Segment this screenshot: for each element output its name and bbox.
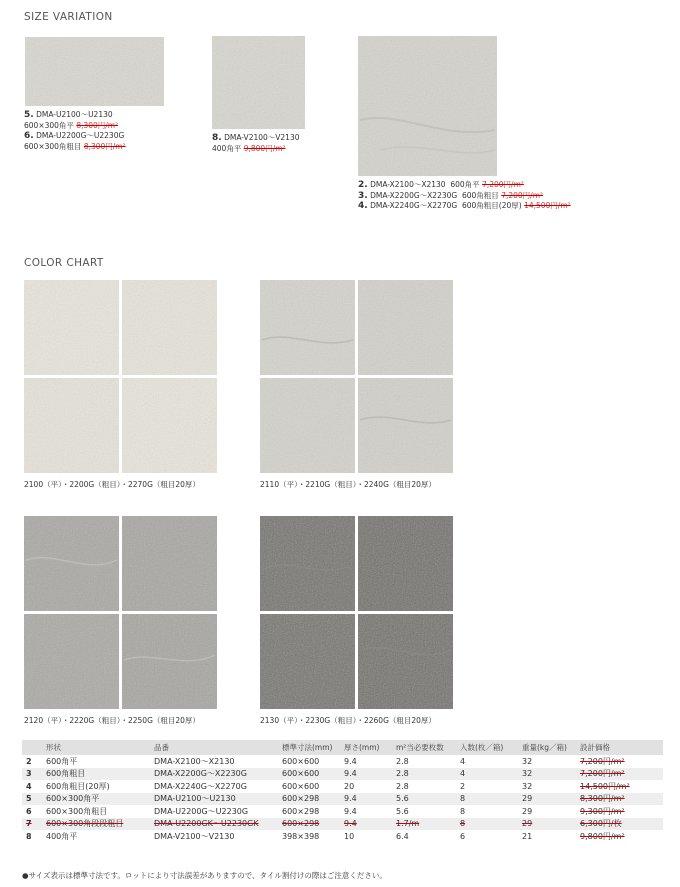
cell-price: 14,500円/m² [580, 781, 630, 791]
cell-price: 8,300円/m² [576, 793, 663, 806]
tile-400 [212, 36, 305, 129]
cell-thick: 9.4 [344, 756, 357, 766]
cell-per-m2: 1.7/m [392, 818, 456, 831]
swatch-2120-tile-4 [122, 614, 217, 709]
cell-weight: 29 [518, 793, 576, 806]
cell-code: DMA-X2200G～X2230G [150, 768, 278, 781]
cell-no: 3 [22, 768, 42, 781]
swatch-2130-tile-3 [260, 614, 355, 709]
swatch-2110-tile-3 [260, 378, 355, 473]
table-row [22, 780, 663, 793]
table-row [22, 768, 663, 781]
cell-price: 6,300円/枚 [576, 818, 663, 831]
spec-table [22, 740, 663, 843]
cell-price: 7,200円/m² [576, 768, 663, 781]
cell-per-m2: 2.8 [392, 768, 456, 781]
cell-qty: 8 [460, 806, 466, 816]
cell-size: 398×398 [282, 831, 320, 841]
cell-thick: 9.4 [340, 818, 392, 831]
cell-size: 600×298 [278, 818, 340, 831]
swatch-2130-tile-4 [358, 614, 453, 709]
cell-per-m2: 6.4 [396, 831, 409, 841]
table-row [22, 818, 663, 831]
cell-qty: 6 [460, 831, 466, 841]
cell-thick: 20 [344, 781, 355, 791]
cell-code: DMA-U2200G～U2230G [154, 806, 249, 816]
cell-weight: 21 [522, 831, 533, 841]
size-caption-600: 2. DMA-X2100～X2130 600角平 7,200円/m² 3. DMA-X2200G～X2230G 600角粗目 7,200円/m² 4. DMA-X2240G～X2270G 600角粗目(20厚) 14,500円/m² [358, 180, 571, 211]
cell-code: DMA-U2200GK～U2230GK [150, 818, 278, 831]
size-variation-heading: SIZE VARIATION [24, 11, 113, 23]
cell-size: 600×600 [282, 756, 320, 766]
cell-thick: 9.4 [344, 806, 357, 816]
swatch-2120-tile-3 [24, 614, 119, 709]
swatch-caption-2110: 2110（平）・2210G（粗目）・2240G（粗目20厚） [260, 480, 436, 489]
col-qty: 入数(枚／箱) [456, 740, 518, 755]
swatch-2120-tile-2 [122, 516, 217, 611]
cell-qty: 8 [456, 818, 518, 831]
col-price: 設計価格 [576, 740, 663, 755]
cell-per-m2: 2.8 [396, 756, 409, 766]
cell-size: 600×600 [282, 781, 320, 791]
cell-per-m2: 5.6 [392, 793, 456, 806]
cell-qty: 4 [460, 756, 466, 766]
cell-weight: 32 [522, 781, 533, 791]
cell-code: DMA-X2100～X2130 [154, 756, 235, 766]
swatch-2130-tile-1 [260, 516, 355, 611]
cell-code: DMA-U2100～U2130 [150, 793, 278, 806]
cell-per-m2: 5.6 [396, 806, 409, 816]
cell-shape: 600×300角粗目 [46, 806, 108, 816]
cell-shape: 600角粗目(20厚) [46, 781, 110, 791]
spec-table-header [22, 740, 663, 755]
cell-size: 600×298 [282, 806, 320, 816]
swatch-2130-tile-2 [358, 516, 453, 611]
cell-weight: 29 [518, 818, 576, 831]
swatch-caption-2120: 2120（平）・2220G（粗目）・2250G（粗目20厚） [24, 716, 200, 725]
swatch-caption-2130: 2130（平）・2230G（粗目）・2260G（粗目20厚） [260, 716, 436, 725]
footnote: ●サイズ表示は標準寸法です。ロットにより寸法誤差がありますので、タイル割付けの際はご注意ください。 [22, 871, 387, 880]
tile-600x300 [25, 37, 164, 106]
cell-shape: 600角粗目 [42, 768, 150, 781]
cell-qty: 2 [460, 781, 466, 791]
col-code: 品番 [150, 740, 278, 755]
swatch-2110-tile-2 [358, 280, 453, 375]
cell-price: 7,200円/m² [580, 756, 625, 766]
cell-price: 9,800円/m² [580, 831, 625, 841]
cell-thick: 9.4 [340, 793, 392, 806]
cell-weight: 29 [522, 806, 533, 816]
col-shape: 形状 [42, 740, 150, 755]
cell-shape: 600角平 [46, 756, 78, 766]
cell-code: DMA-X2240G～X2270G [154, 781, 247, 791]
swatch-2100-tile-4 [122, 378, 217, 473]
swatch-2110-tile-1 [260, 280, 355, 375]
cell-thick: 10 [344, 831, 355, 841]
swatch-caption-2100: 2100（平）・2200G（粗目）・2270G（粗目20厚） [24, 480, 200, 489]
cell-shape: 600×300角段段粗目 [42, 818, 150, 831]
table-row [22, 830, 663, 843]
col-thickness: 厚さ(mm) [340, 740, 392, 755]
swatch-2100-tile-2 [122, 280, 217, 375]
cell-price: 9,300円/m² [580, 806, 625, 816]
cell-weight: 32 [522, 756, 533, 766]
cell-no: 2 [26, 756, 32, 766]
cell-per-m2: 2.8 [396, 781, 409, 791]
cell-shape: 400角平 [46, 831, 78, 841]
swatch-2100-tile-1 [24, 280, 119, 375]
col-per-m2: m²当必要枚数 [392, 740, 456, 755]
cell-no: 6 [26, 806, 32, 816]
col-weight: 重量(kg／箱) [518, 740, 576, 755]
cell-no: 4 [26, 781, 32, 791]
cell-shape: 600×300角平 [42, 793, 150, 806]
cell-qty: 4 [456, 768, 518, 781]
swatch-2100-tile-3 [24, 378, 119, 473]
table-row [22, 793, 663, 806]
tile-600 [358, 36, 497, 176]
cell-no: 5 [22, 793, 42, 806]
size-caption-600x300: 5. DMA-U2100～U2130 600×300角平 8,300円/m² 6. DMA-U2200G～U2230G 600×300角粗目 8,300円/m² [24, 110, 126, 151]
cell-weight: 32 [518, 768, 576, 781]
col-size: 標準寸法(mm) [278, 740, 340, 755]
cell-no: 7 [22, 818, 42, 831]
color-chart-heading: COLOR CHART [24, 257, 104, 269]
cell-size: 600×600 [278, 768, 340, 781]
cell-no: 8 [26, 831, 32, 841]
table-row [22, 805, 663, 818]
swatch-2110-tile-4 [358, 378, 453, 473]
cell-thick: 9.4 [340, 768, 392, 781]
cell-code: DMA-V2100～V2130 [154, 831, 235, 841]
cell-qty: 8 [456, 793, 518, 806]
cell-size: 600×298 [278, 793, 340, 806]
table-row [22, 755, 663, 768]
col-no [22, 740, 42, 755]
size-caption-400: 8. DMA-V2100～V2130 400角平 9,800円/m² [212, 133, 300, 153]
